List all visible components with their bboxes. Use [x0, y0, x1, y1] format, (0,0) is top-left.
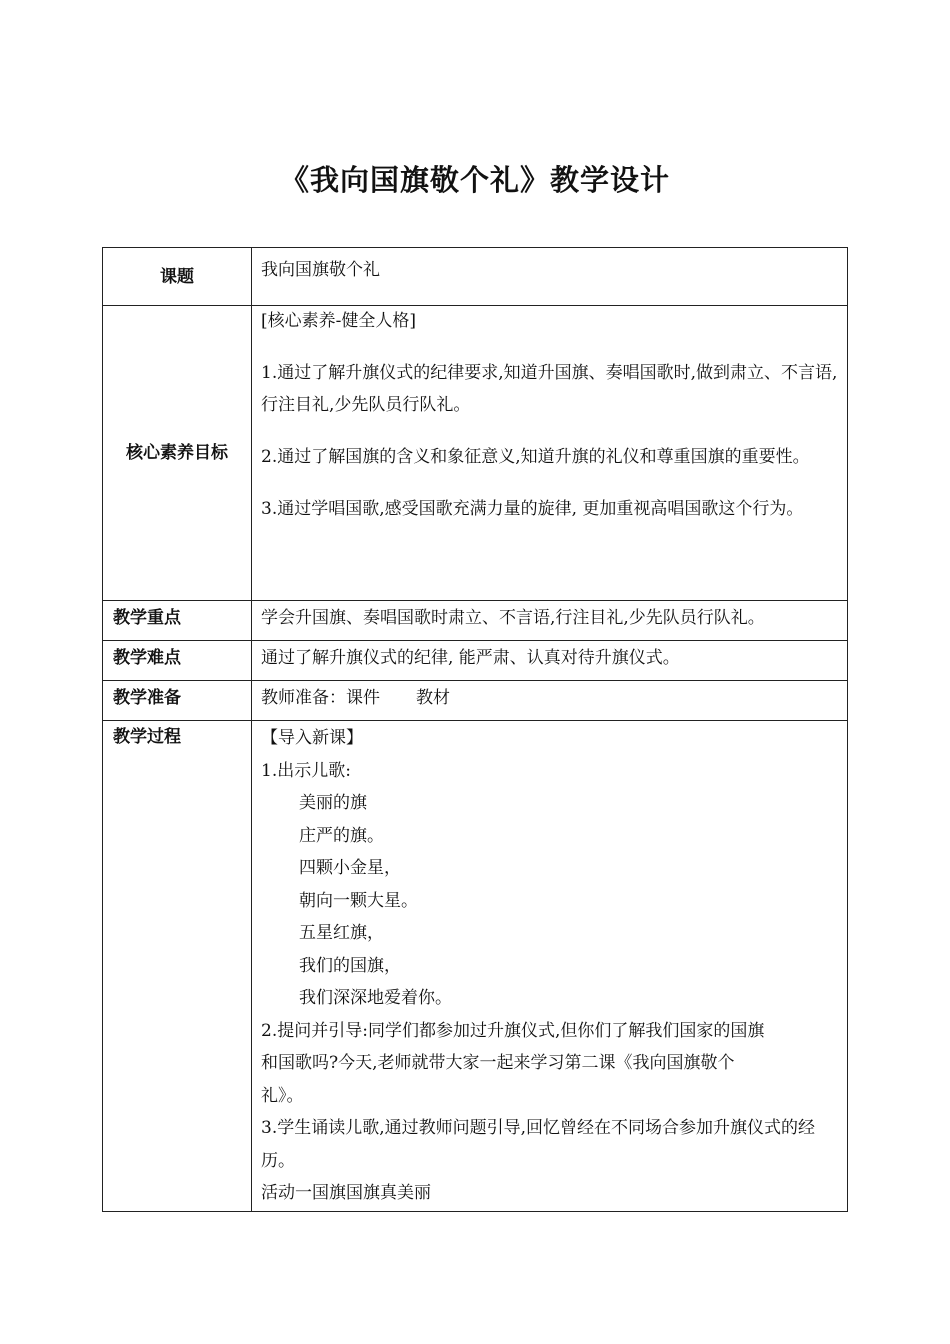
preparation-label: 教学准备 — [103, 681, 252, 721]
poem-line: 我们深深地爱着你。 — [299, 988, 452, 1008]
process-step-3: 3.学生诵读儿歌,通过教师问题引导,回忆曾经在不同场合参加升旗仪式的经历。 — [261, 1118, 816, 1171]
goals-heading: [核心素养-健全人格] — [261, 311, 417, 331]
lesson-plan-table — [102, 247, 848, 1212]
table-row-key-points — [103, 601, 848, 641]
table-row-goals — [103, 306, 848, 601]
table-row-preparation — [103, 681, 848, 721]
key-points-label: 教学重点 — [103, 601, 252, 641]
preparation-textbook: 教材 — [416, 688, 450, 708]
table-row-topic — [103, 248, 848, 306]
poem-line: 四颗小金星， — [299, 858, 401, 878]
key-points-value: 学会升国旗、奏唱国歌时肃立、不言语,行注目礼,少先队员行队礼。 — [252, 601, 848, 641]
process-cell — [252, 721, 848, 1212]
process-step-1: 1.出示儿歌: — [261, 760, 351, 781]
poem-line: 朝向一颗大星。 — [299, 890, 418, 911]
process-activity-1: 活动一国旗国旗真美丽 — [261, 1183, 431, 1203]
goals-cell — [252, 306, 848, 601]
process-step-2-line-3: 礼》。 — [261, 1085, 304, 1106]
difficulties-label: 教学难点 — [103, 641, 252, 681]
preparation-cell — [252, 681, 848, 721]
poem-line: 我们的国旗， — [299, 955, 401, 976]
goal-item-1: 1.通过了解升旗仪式的纪律要求,知道升国旗、奏唱国歌时,做到肃立、不言语,行注目礼,少先队员行队礼。 — [261, 363, 838, 415]
difficulties-value: 通过了解升旗仪式的纪律, 能严肃、认真对待升旗仪式。 — [252, 641, 848, 681]
goal-item-2: 2.通过了解国旗的含义和象征意义,知道升旗的礼仪和尊重国旗的重要性。 — [261, 447, 810, 467]
table-row-process — [103, 721, 848, 1212]
poem-line: 美丽的旗 — [299, 793, 367, 813]
goals-label: 核心素养目标 — [103, 306, 252, 601]
poem-line: 庄严的旗。 — [299, 825, 384, 846]
process-step-2-line-2: 和国歌吗?今天,老师就带大家一起来学习第二课《我向国旗敬个 — [261, 1053, 735, 1073]
process-section-heading: 【导入新课】 — [261, 728, 363, 748]
topic-value: 我向国旗敬个礼 — [252, 248, 848, 306]
process-label: 教学过程 — [103, 721, 252, 1212]
process-step-2-line-1: 2.提问并引导:同学们都参加过升旗仪式,但你们了解我们国家的国旗 — [261, 1020, 765, 1041]
topic-label: 课题 — [103, 248, 252, 306]
table-row-difficulties — [103, 641, 848, 681]
goal-item-3: 3.通过学唱国歌,感受国歌充满力量的旋律, 更加重视高唱国歌这个行为。 — [261, 499, 804, 519]
preparation-courseware: 教师准备：课件 — [261, 688, 380, 708]
poem-line: 五星红旗， — [299, 923, 384, 943]
page-title: 《我向国旗敬个礼》教学设计 — [279, 163, 670, 197]
